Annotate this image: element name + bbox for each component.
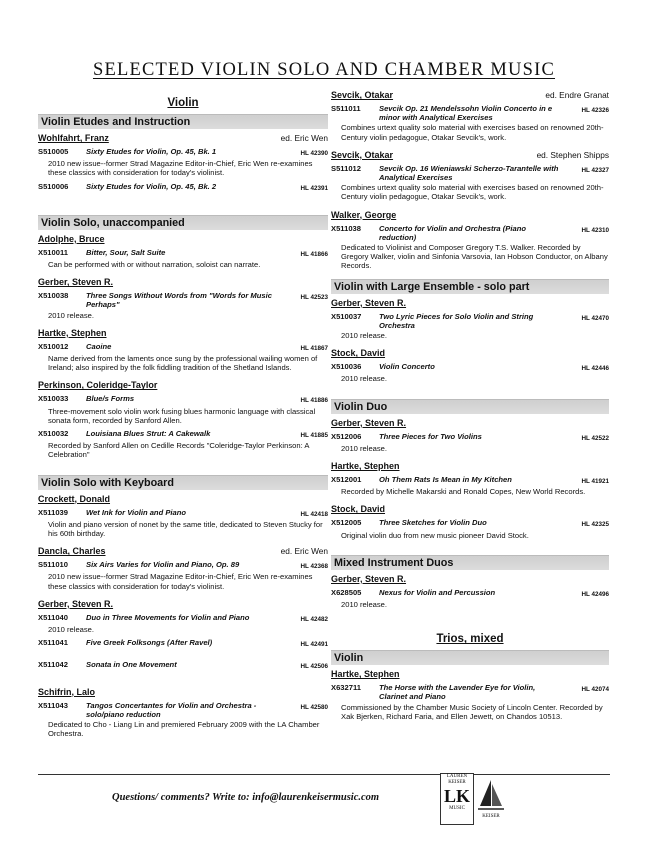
catalog-item[interactable] [38,613,328,624]
item-hl-number: HL 42491 [300,641,328,649]
composer-name[interactable]: Stock, David [331,348,386,359]
item-title: Sonata in One Movement [86,660,177,670]
composer-row [38,599,328,610]
item-code: X511041 [38,638,68,648]
item-description: Combines urtext quality solo material with exercises based on renowned 20th-Century violin pedagogue, Otakar Sevcik's, work. [341,183,604,202]
category-header: Mixed Instrument Duos [331,555,609,570]
item-hl-number: HL 42390 [300,150,328,157]
item-description: Name derived from the laments once sung by the professional wailing women of Ireland; also inspired by the folk fiddling tradition of the Shetland Islands. [48,354,318,373]
catalog-item[interactable] [331,312,609,330]
item-title: Wet Ink for Violin and Piano [86,507,186,517]
item-code: X510012 [38,341,69,351]
item-title: Sixty Etudes for Violin, Op. 45, Bk. 1 [86,147,217,156]
item-hl-number: HL 42470 [581,314,609,322]
catalog-item[interactable] [38,560,328,571]
composer-name[interactable]: Wohlfahrt, Franz [38,133,109,143]
composer-name[interactable]: Gerber, Steven R. [38,277,114,288]
right-column [331,90,609,736]
composer-row [38,380,328,391]
section-spacer [331,392,609,399]
editor-credit: ed. Endre Granat [545,90,609,100]
item-code: X510037 [331,311,362,321]
item-description: 2010 release. [48,310,95,320]
item-hl-number: HL 42074 [581,686,609,694]
catalog-item[interactable] [38,394,328,405]
item-code: X511039 [38,507,68,517]
item-description: Dedicated to Violinist and Composer Gregory T.S. Walker. Recorded by Gregory Walker, violin and Sinfonia Varsovia, Ian Hobson Conductor, on Albany Records. [341,243,608,271]
lauren-keiser-logo [440,773,474,825]
composer-name[interactable]: Sevcik, Otakar [331,90,394,100]
item-code: X628505 [331,587,362,597]
logo2-text: KEISER [482,814,500,819]
catalog-item[interactable] [331,518,609,529]
catalog-item[interactable] [38,701,328,719]
category-items [38,494,328,747]
item-code: X510038 [38,291,69,301]
category-header: Violin Etudes and Instruction [38,114,328,129]
item-title: Oh Them Rats Is Mean in My Kitchen [379,475,512,485]
item-code: X510011 [38,247,68,257]
catalog-item[interactable] [331,164,609,182]
item-title: Two Lyric Pieces for Solo Violin and String Orchestra [379,311,534,330]
category-header: Violin Solo with Keyboard [38,475,328,490]
section-spacer [331,548,609,555]
composer-row [331,418,609,429]
composer-row [331,150,609,161]
catalog-item[interactable] [331,362,609,373]
item-title: Three Songs Without Words from "Words for Music Perhaps" [86,291,272,310]
item-hl-number: HL 42418 [300,510,328,518]
composer-name[interactable]: Crockett, Donald [38,493,111,504]
left-heading: Violin [167,97,199,109]
item-title: Concerto for Violin and Orchestra (Piano reduction) [379,223,526,242]
page-title: SELECTED VIOLIN SOLO AND CHAMBER MUSIC [92,60,556,80]
composer-name[interactable]: Gerber, Steven R. [331,297,407,308]
composer-name[interactable]: Walker, George [331,209,397,220]
catalog-item[interactable] [38,147,328,158]
item-spacer [38,673,328,683]
keiser-sail-logo [476,778,506,824]
logo-letters: LK [443,786,470,806]
item-title: Sevcik Op. 16 Wieniawski Scherzo-Tarantelle with Analytical Exercises [379,163,559,183]
item-hl-number: HL 41866 [300,250,328,258]
category-items [331,669,609,729]
item-title: Five Greek Folksongs (After Ravel) [86,638,213,648]
composer-row [331,574,609,585]
item-hl-number: HL 42368 [300,563,328,571]
item-title: Three Pieces for Two Violins [379,431,482,441]
item-code: X512006 [331,431,362,441]
section-spacer [38,468,328,475]
item-description: 2010 new issue--former Strad Magazine Editor-in-Chief, Eric Wen re-examines these classics with consideration for today's violinist. [48,572,313,591]
composer-row [331,669,609,680]
composer-row [331,90,609,101]
catalog-item[interactable] [331,475,609,486]
item-hl-number: HL 42326 [581,107,609,114]
item-title: Caoine [86,341,112,351]
editor-credit: ed. Stephen Shipps [536,149,609,160]
item-code: X510032 [38,429,69,439]
category-header: Violin [331,650,609,665]
composer-name[interactable]: Gerber, Steven R. [331,417,407,428]
composer-row [38,328,328,339]
item-description: 2010 release. [341,443,388,453]
composer-row [38,277,328,288]
item-title: Blue/s Forms [86,394,135,404]
left-column [38,96,328,754]
item-description: Three-movement solo violin work fusing blues harmonic language with classical sonata form, recorded by Sanford Allen. [48,406,316,425]
category-header: Violin Solo, unaccompanied [38,215,328,230]
item-title: Bitter, Sour, Salt Suite [86,247,166,257]
composer-name[interactable]: Gerber, Steven R. [38,598,114,609]
catalog-item[interactable] [38,182,328,193]
composer-row [331,504,609,515]
editor-credit: ed. Eric Wen [280,546,328,557]
right-lead-groups [331,90,609,279]
item-title: Sixty Etudes for Violin, Op. 45, Bk. 2 [86,181,217,191]
item-code: X511038 [331,223,361,233]
item-hl-number: HL 42496 [581,590,609,598]
item-code: X511042 [38,660,68,670]
item-description: Recorded by Michelle Makarski and Ronald Copes, New World Records. [341,487,586,497]
catalog-item[interactable] [38,660,328,671]
catalog-item[interactable] [331,588,609,599]
category-items [331,574,609,617]
item-description: Violin and piano version of nonet by the same title, dedicated to Steven Stucky for his 60th birthday. [48,519,323,539]
item-title: Nexus for Violin and Percussion [379,587,496,597]
composer-row [38,234,328,245]
catalog-item[interactable] [38,342,328,353]
section-spacer [38,747,328,754]
composer-name[interactable]: Schifrin, Lalo [38,686,96,697]
item-description: Recorded by Sanford Allen on Cedille Records "Coleridge-Taylor Perkinson: A Celebration" [48,441,310,460]
editor-credit: ed. Eric Wen [280,133,328,143]
item-code: X511043 [38,700,68,710]
category-items [38,234,328,468]
composer-row [331,461,609,472]
item-hl-number: HL 42391 [300,184,328,192]
item-hl-number: HL 42522 [581,434,609,442]
item-title: Three Sketches for Violin Duo [379,518,487,528]
item-code: S511012 [331,163,361,173]
catalog-item[interactable] [38,248,328,259]
composer-row [38,687,328,698]
item-description: Commissioned by the Chamber Music Society of Lincoln Center. Recorded by Xak Bjerken, Richard Faria, and Ellen Jewett, on Chandos 10513. [341,702,603,721]
category-items [38,133,328,208]
catalog-item[interactable] [38,429,328,440]
footer-divider [38,774,610,775]
composer-row [331,210,609,221]
item-description: Combines urtext quality solo material with exercises based on renowned 20th-Century violin pedagogue, Otakar Sevcik's, work. [341,123,604,142]
item-hl-number: HL 42482 [300,615,328,623]
item-description: 2010 release. [341,600,388,610]
logo-top-text: LAUREN [446,774,468,779]
item-description: 2010 new issue--former Strad Magazine Editor-in-Chief, Eric Wen re-examines these classics with consideration for today's violinist. [48,159,313,178]
composer-name[interactable]: Hartke, Stephen [38,327,107,338]
item-description: Original violin duo from new music pioneer David Stock. [341,530,529,540]
catalog-item[interactable] [38,291,328,309]
category-items [331,418,609,548]
trios-sections [331,650,609,736]
item-title: Louisiana Blues Strut: A Cakewalk [86,429,211,439]
composer-name[interactable]: Dancla, Charles [38,546,106,557]
item-hl-number: HL 41867 [300,344,328,352]
composer-row [38,546,328,557]
item-description: Can be performed with or without narration, soloist can narrate. [48,260,261,270]
item-description: 2010 release. [48,625,95,635]
item-title: Sevcik Op. 21 Mendelssohn Violin Concerto in e minor with Analytical Exercises [379,104,553,123]
catalog-item[interactable] [331,432,609,443]
composer-row [331,298,609,309]
item-code: X512005 [331,518,362,528]
item-hl-number: HL 41885 [300,432,328,440]
footer-contact[interactable]: Questions/ comments? Write to: info@laurenkeisermusic.com [112,792,380,803]
item-hl-number: HL 42506 [300,663,328,671]
logo-mid-text: KEISER [448,780,466,785]
item-code: X511040 [38,612,68,622]
composer-name[interactable]: Hartke, Stephen [331,669,400,680]
item-code: S511010 [38,560,68,570]
composer-row [331,348,609,359]
item-code: S511011 [331,104,361,113]
item-title: Duo in Three Movements for Violin and Piano [86,612,250,622]
composer-name[interactable]: Hartke, Stephen [331,461,400,472]
item-hl-number: HL 42580 [300,703,328,711]
item-code: S510006 [38,181,69,191]
item-hl-number: HL 42523 [300,294,328,302]
trios-heading: Trios, mixed [436,633,504,646]
composer-row [38,494,328,505]
item-code: X510033 [38,394,69,404]
item-code: X512001 [331,475,362,485]
item-spacer [38,650,328,660]
category-header: Violin Duo [331,399,609,414]
left-sections [38,114,328,754]
item-hl-number: HL 42327 [581,166,609,174]
section-spacer [38,208,328,215]
item-hl-number: HL 42446 [581,365,609,373]
composer-row [38,133,328,144]
item-description: 2010 release. [341,374,388,384]
item-code: S510005 [38,147,69,156]
composer-name[interactable]: Stock, David [331,504,386,515]
category-header: Violin with Large Ensemble - solo part [331,279,609,294]
composer-name[interactable]: Adolphe, Bruce [38,233,105,244]
item-description: 2010 release. [341,331,388,341]
item-hl-number: HL 42310 [581,226,609,234]
logo-bottom-text: MUSIC [449,806,465,811]
item-hl-number: HL 42325 [581,521,609,529]
catalog-item[interactable] [331,224,609,242]
composer-name[interactable]: Sevcik, Otakar [331,149,394,160]
item-spacer [38,194,328,204]
item-title: Six Airs Varies for Violin and Piano, Op. 89 [86,560,240,570]
catalog-item[interactable] [38,508,328,519]
category-items [331,298,609,392]
composer-name[interactable]: Gerber, Steven R. [331,573,407,584]
catalog-item[interactable] [331,683,609,701]
sail-icon [476,778,506,812]
item-hl-number: HL 41886 [300,397,328,405]
section-spacer [331,617,609,624]
catalog-item[interactable] [331,104,609,122]
right-sections [331,279,609,625]
catalog-item[interactable] [38,638,328,649]
item-description: Dedicated to Cho - Liang Lin and premiered February 2009 with the LA Chamber Orchestra. [48,720,320,739]
item-code: X510036 [331,362,362,372]
item-title: Violin Concerto [379,362,435,372]
item-hl-number: HL 41921 [581,478,609,486]
section-spacer [331,729,609,736]
item-title: The Horse with the Lavender Eye for Violin, Clarinet and Piano [379,683,536,702]
item-code: X632711 [331,683,361,693]
item-title: Tangos Concertantes for Violin and Orchestra - solo/piano reduction [86,700,257,719]
composer-name[interactable]: Perkinson, Coleridge-Taylor [38,380,158,391]
